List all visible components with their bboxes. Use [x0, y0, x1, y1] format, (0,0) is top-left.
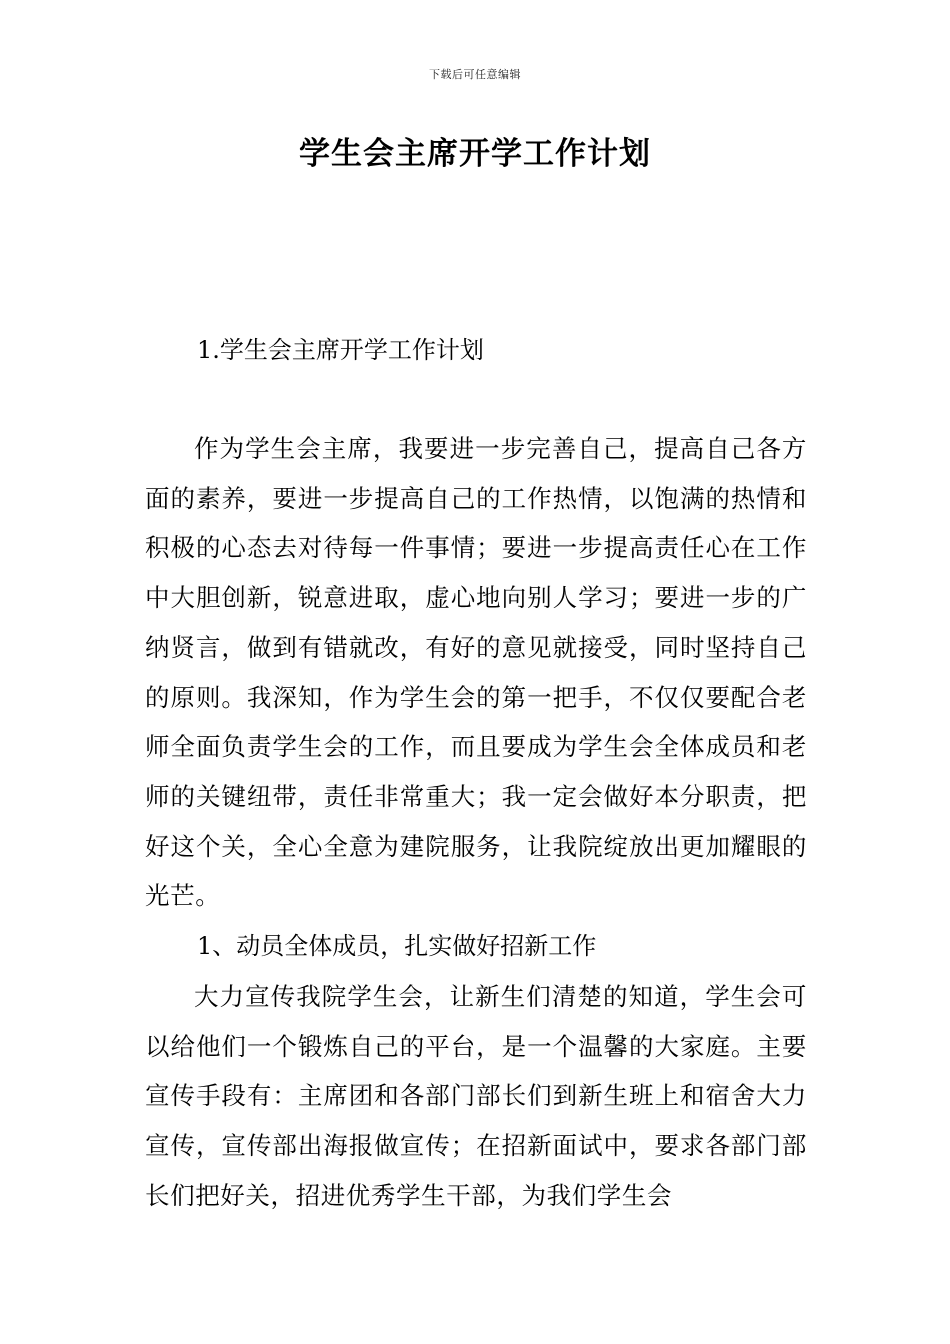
sub-heading-1: 1、动员全体成员，扎实做好招新工作	[197, 932, 597, 960]
document-title: 学生会主席开学工作计划	[299, 136, 651, 172]
section-heading: 1.学生会主席开学工作计划	[197, 336, 484, 364]
header-note: 下载后可任意编辑	[429, 68, 521, 81]
body-paragraph-1: 作为学生会主席，我要进一步完善自己，提高自己各方面的素养，要进一步提高自己的工作热情，以饱满的热情和积极的心态去对待每一件事情；要进一步提高责任心在工作中大胆创新，锐意进取，虚心地向别人学习；要进一步的广纳贤言，做到有错就改，有好的意见就接受，同时坚持自己的原则。我深知，作为学生会的第一把手，不仅仅要配合老师全面负责学生会的工作，而且要成为学生会全体成员和老师的关键纽带，责任非常重大；我一定会做好本分职责，把好这个关，全心全意为建院服务，让我院绽放出更加耀眼的光芒。	[145, 434, 807, 911]
body-paragraph-2: 大力宣传我院学生会，让新生们清楚的知道，学生会可以给他们一个锻炼自己的平台，是一个温馨的大家庭。主要宣传手段有：主席团和各部门部长们到新生班上和宿舍大力宣传，宣传部出海报做宣传；在招新面试中，要求各部门部长们把好关，招进优秀学生干部，为我们学生会	[145, 982, 807, 1210]
